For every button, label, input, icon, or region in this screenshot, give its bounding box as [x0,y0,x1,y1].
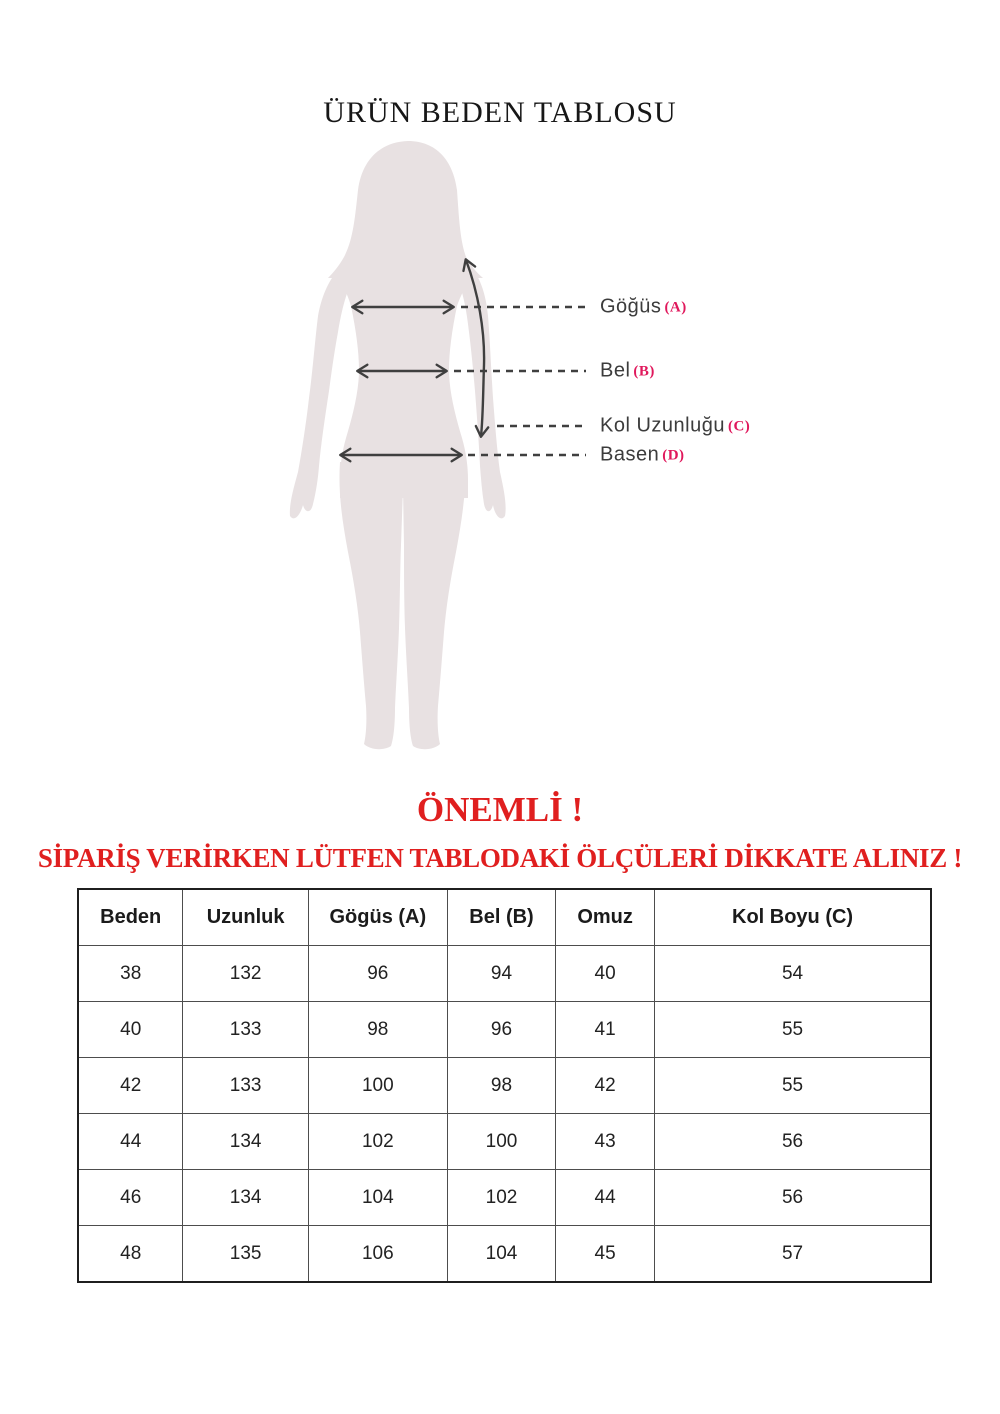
table-header-row [78,889,931,946]
table-cell: 132 [183,946,308,1002]
measure-label-gogus [600,296,687,319]
table-row [78,1226,931,1283]
table-cell: 40 [78,1002,183,1058]
column-header: Omuz [556,889,655,946]
table-cell: 43 [556,1114,655,1170]
measure-name: Basen [600,443,660,466]
page-title: ÜRÜN BEDEN TABLOSU [323,96,677,130]
measure-label-basen [600,444,685,467]
table-cell: 55 [655,1002,931,1058]
table-cell: 96 [447,1002,555,1058]
table-cell: 54 [655,946,931,1002]
table-cell: 134 [183,1114,308,1170]
table-row [78,1058,931,1114]
table-cell: 44 [556,1170,655,1226]
measure-label-bel [600,360,655,383]
table-cell: 56 [655,1170,931,1226]
table-cell: 102 [308,1114,447,1170]
table-cell: 57 [655,1226,931,1283]
table-cell: 104 [447,1226,555,1283]
measure-label-kol-uzunlugu [600,415,750,438]
table-cell: 56 [655,1114,931,1170]
measure-name: Bel [600,359,631,382]
body-silhouette-figure [260,130,605,770]
table-cell: 40 [556,946,655,1002]
table-cell: 55 [655,1058,931,1114]
measure-code: (C) [727,418,751,435]
silhouette-shape [290,141,506,749]
table-row [78,946,931,1002]
measure-code: (D) [662,447,685,464]
column-header: Uzunluk [183,889,308,946]
size-table [77,888,932,1283]
column-header: Beden [78,889,183,946]
table-row [78,1114,931,1170]
table-cell: 133 [183,1058,308,1114]
table-cell: 106 [308,1226,447,1283]
table-cell: 44 [78,1114,183,1170]
table-cell: 98 [447,1058,555,1114]
measure-name: Kol Uzunluğu [600,414,725,437]
table-cell: 133 [183,1002,308,1058]
table-cell: 96 [308,946,447,1002]
measure-name: Göğüs [600,295,662,318]
table-cell: 100 [308,1058,447,1114]
column-header: Bel (B) [447,889,555,946]
table-row [78,1170,931,1226]
table-cell: 94 [447,946,555,1002]
table-cell: 42 [556,1058,655,1114]
measure-code: (B) [633,363,655,380]
table-cell: 48 [78,1226,183,1283]
table-cell: 38 [78,946,183,1002]
table-cell: 41 [556,1002,655,1058]
warning-text: SİPARİŞ VERİRKEN LÜTFEN TABLODAKİ ÖLÇÜLERİ DİKKATE ALINIZ ! [37,843,963,873]
table-row [78,1002,931,1058]
column-header: Gögüs (A) [308,889,447,946]
measure-code: (A) [664,299,687,316]
column-header: Kol Boyu (C) [655,889,931,946]
table-cell: 46 [78,1170,183,1226]
table-cell: 104 [308,1170,447,1226]
table-cell: 135 [183,1226,308,1283]
table-cell: 98 [308,1002,447,1058]
table-cell: 100 [447,1114,555,1170]
important-heading: ÖNEMLİ ! [416,790,584,829]
table-cell: 42 [78,1058,183,1114]
table-cell: 134 [183,1170,308,1226]
table-cell: 45 [556,1226,655,1283]
table-cell: 102 [447,1170,555,1226]
